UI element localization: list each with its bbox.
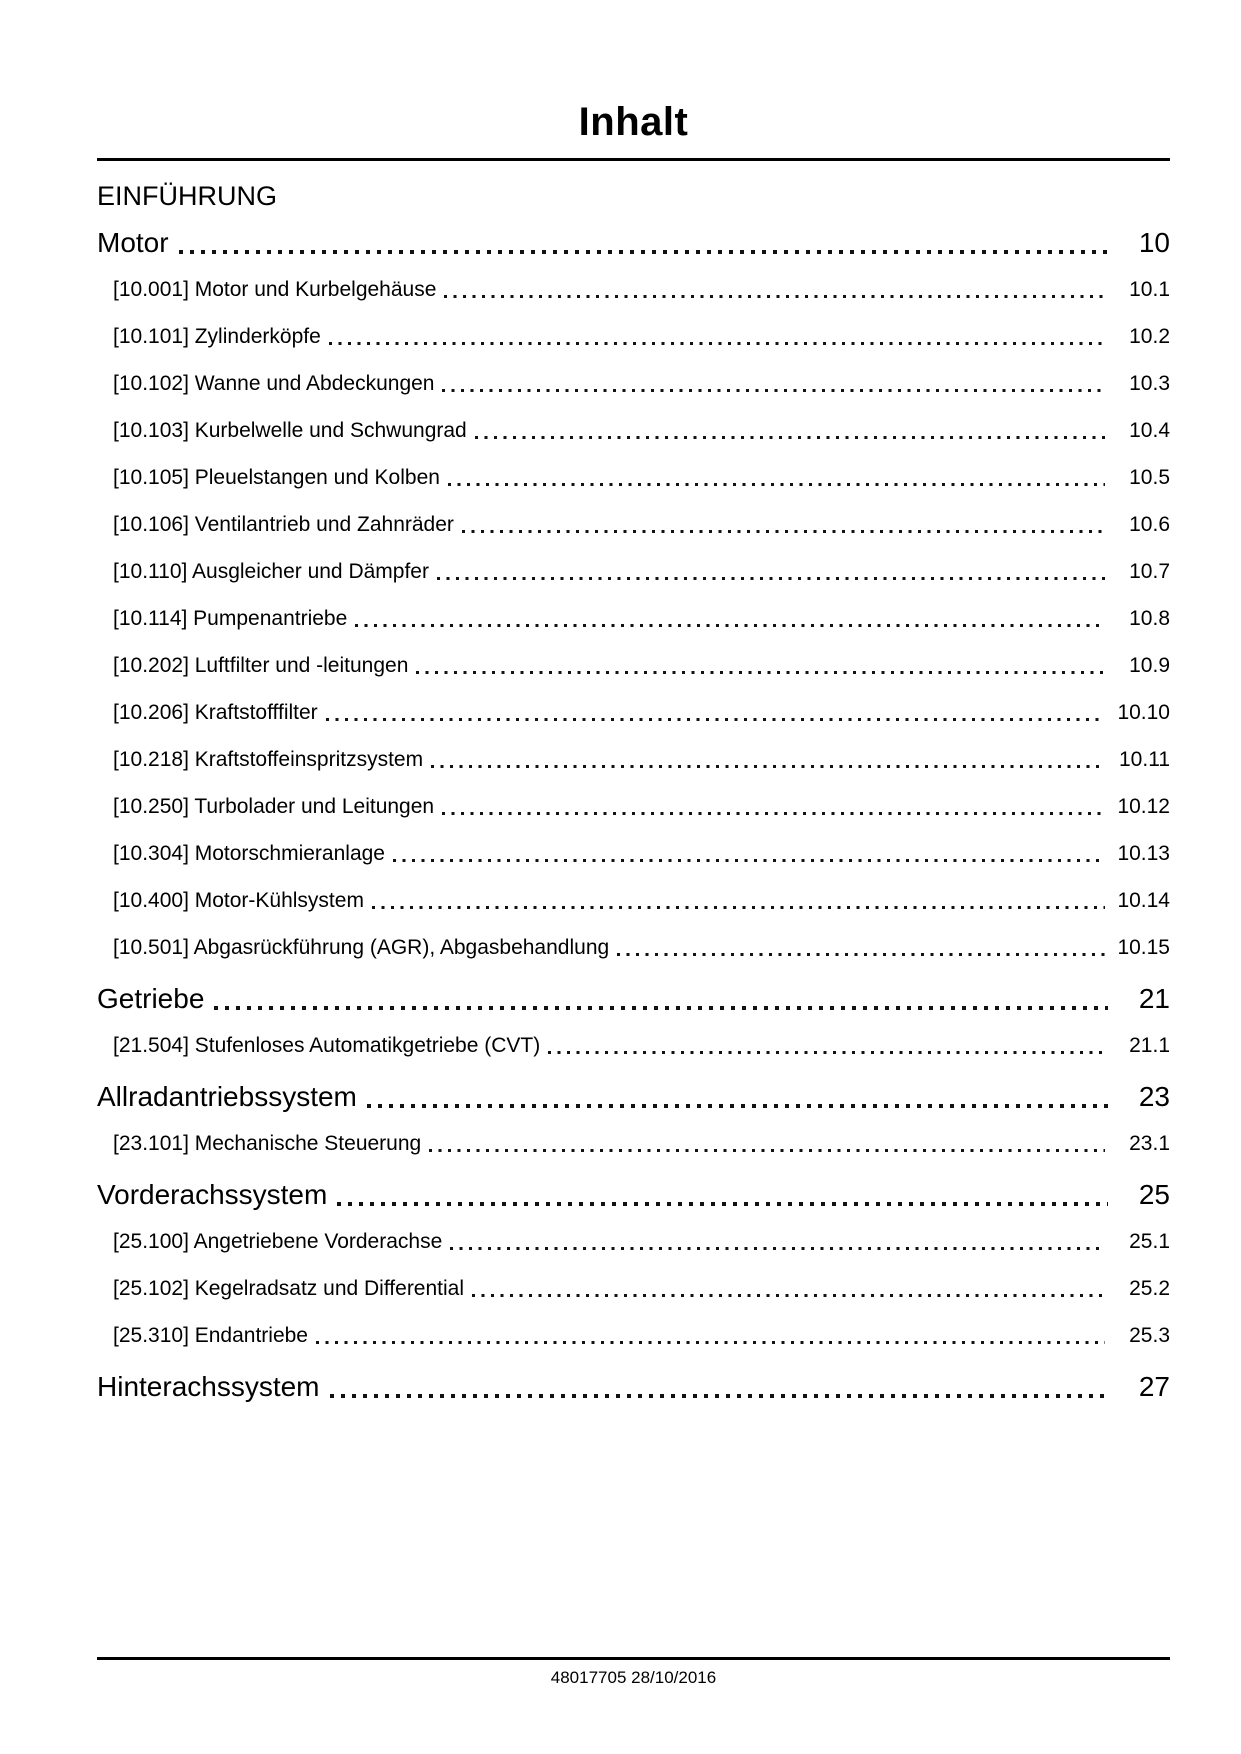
toc-entry-label: [10.400] Motor-Kühlsystem (113, 889, 364, 912)
toc-section-row[interactable] (97, 1080, 1170, 1114)
toc-entry-label: [10.001] Motor und Kurbelgehäuse (113, 278, 437, 301)
toc-entry-row[interactable] (97, 418, 1170, 444)
toc-entry-label: [10.101] Zylinderköpfe (113, 325, 321, 348)
dot-leader (437, 577, 1105, 580)
toc-entry-label: [10.206] Kraftstofffilter (113, 701, 318, 724)
dot-leader (442, 812, 1105, 815)
toc-entry-row[interactable] (97, 794, 1170, 820)
toc-intro-heading[interactable]: EINFÜHRUNG (97, 181, 277, 211)
toc-entry-row[interactable] (97, 512, 1170, 538)
dot-leader (416, 671, 1105, 674)
toc-page-number: 21 (1138, 983, 1170, 1014)
dot-leader (444, 295, 1105, 298)
toc-page-number: 23.1 (1129, 1132, 1170, 1155)
dot-leader (316, 1341, 1105, 1344)
toc-section-label: Motor (97, 227, 169, 258)
dot-leader (367, 1104, 1108, 1108)
toc-section-row[interactable] (97, 982, 1170, 1016)
toc-entry-label: [10.105] Pleuelstangen und Kolben (113, 466, 440, 489)
toc-page-number: 25.3 (1129, 1324, 1170, 1347)
dot-leader (355, 624, 1105, 627)
toc-page-number: 10.12 (1117, 795, 1170, 818)
toc-page-number: 25 (1138, 1179, 1170, 1210)
dot-leader (329, 342, 1105, 345)
toc-page-number: 10.1 (1129, 278, 1170, 301)
toc-page-number: 23 (1138, 1081, 1170, 1112)
dot-leader (617, 953, 1105, 956)
toc-entry-row[interactable] (97, 1033, 1170, 1059)
toc-entry-row[interactable] (97, 935, 1170, 961)
toc-section-row[interactable] (97, 1178, 1170, 1212)
toc-page-number: 10.7 (1129, 560, 1170, 583)
toc-page-number: 10.15 (1117, 936, 1170, 959)
toc-page-number: 25.1 (1129, 1230, 1170, 1253)
toc-entry-label: [10.218] Kraftstoffeinspritzsystem (113, 748, 424, 771)
dot-leader (393, 859, 1105, 862)
title-divider (97, 158, 1170, 161)
toc-entry-row[interactable] (97, 1229, 1170, 1255)
toc-entry-row[interactable] (97, 606, 1170, 632)
toc-entry-row[interactable] (97, 1131, 1170, 1157)
dot-leader (179, 250, 1108, 254)
toc-section-row[interactable] (97, 226, 1170, 260)
footer-divider (97, 1657, 1170, 1660)
toc-page-number: 25.2 (1129, 1277, 1170, 1300)
table-of-contents (97, 179, 1170, 1404)
dot-leader (472, 1294, 1105, 1297)
toc-page-number: 10.6 (1129, 513, 1170, 536)
toc-entry-row[interactable] (97, 888, 1170, 914)
dot-leader (330, 1394, 1108, 1398)
toc-page-number: 10.14 (1117, 889, 1170, 912)
dot-leader (548, 1051, 1105, 1054)
dot-leader (214, 1006, 1108, 1010)
toc-entry-label: [10.114] Pumpenantriebe (113, 607, 348, 630)
toc-entry-row[interactable] (97, 324, 1170, 350)
footer-text: 48017705 28/10/2016 (550, 1668, 717, 1687)
toc-section-label: Getriebe (97, 983, 205, 1014)
toc-page-number: 10.5 (1129, 466, 1170, 489)
toc-page-number: 10.9 (1129, 654, 1170, 677)
toc-entry-label: [21.504] Stufenloses Automatikgetriebe (CVT) (113, 1034, 541, 1057)
toc-entry-label: [25.100] Angetriebene Vorderachse (113, 1230, 443, 1253)
toc-page-number: 21.1 (1129, 1034, 1170, 1057)
toc-section-label: Vorderachssystem (97, 1179, 328, 1210)
toc-entry-row[interactable] (97, 1276, 1170, 1302)
dot-leader (475, 436, 1105, 439)
toc-section-label: Allradantriebssystem (97, 1081, 357, 1112)
toc-section-label: Hinterachssystem (97, 1371, 320, 1402)
toc-entry-label: [10.106] Ventilantrieb und Zahnräder (113, 513, 454, 536)
dot-leader (450, 1247, 1105, 1250)
toc-entry-label: [25.102] Kegelradsatz und Differential (113, 1277, 465, 1300)
toc-page-number: 10.3 (1129, 372, 1170, 395)
toc-entry-row[interactable] (97, 747, 1170, 773)
page-content (97, 0, 1170, 1421)
toc-entry-row[interactable] (97, 371, 1170, 397)
toc-page-number: 10 (1138, 227, 1170, 258)
toc-entry-row[interactable] (97, 1323, 1170, 1349)
dot-leader (326, 718, 1105, 721)
dot-leader (431, 765, 1105, 768)
toc-entry-row[interactable] (97, 841, 1170, 867)
toc-page-number: 10.10 (1117, 701, 1170, 724)
toc-entry-label: [10.103] Kurbelwelle und Schwungrad (113, 419, 467, 442)
toc-page-number: 27 (1138, 1371, 1170, 1402)
toc-entry-row[interactable] (97, 653, 1170, 679)
toc-entry-row[interactable] (97, 465, 1170, 491)
toc-entry-label: [10.250] Turbolader und Leitungen (113, 795, 435, 818)
dot-leader (429, 1149, 1105, 1152)
toc-page-number: 10.4 (1129, 419, 1170, 442)
toc-entry-row[interactable] (97, 559, 1170, 585)
toc-entry-label: [10.202] Luftfilter und -leitungen (113, 654, 409, 677)
toc-entry-label: [10.501] Abgasrückführung (AGR), Abgasbehandlung (113, 936, 610, 959)
toc-entry-label: [10.102] Wanne und Abdeckungen (113, 372, 435, 395)
page-title: Inhalt (578, 100, 689, 144)
toc-entry-row[interactable] (97, 277, 1170, 303)
toc-page-number: 10.2 (1129, 325, 1170, 348)
dot-leader (448, 483, 1105, 486)
toc-page-number: 10.13 (1117, 842, 1170, 865)
dot-leader (372, 906, 1105, 909)
dot-leader (442, 389, 1105, 392)
toc-entry-label: [10.304] Motorschmieranlage (113, 842, 385, 865)
toc-page-number: 10.11 (1119, 748, 1170, 771)
dot-leader (337, 1202, 1108, 1206)
toc-entry-label: [10.110] Ausgleicher und Dämpfer (113, 560, 429, 583)
toc-entry-label: [25.310] Endantriebe (113, 1324, 308, 1347)
page-footer (97, 1657, 1170, 1688)
toc-section-row[interactable] (97, 1370, 1170, 1404)
dot-leader (462, 530, 1105, 533)
toc-entry-label: [23.101] Mechanische Steuerung (113, 1132, 422, 1155)
toc-page-number: 10.8 (1129, 607, 1170, 630)
toc-entry-row[interactable] (97, 700, 1170, 726)
